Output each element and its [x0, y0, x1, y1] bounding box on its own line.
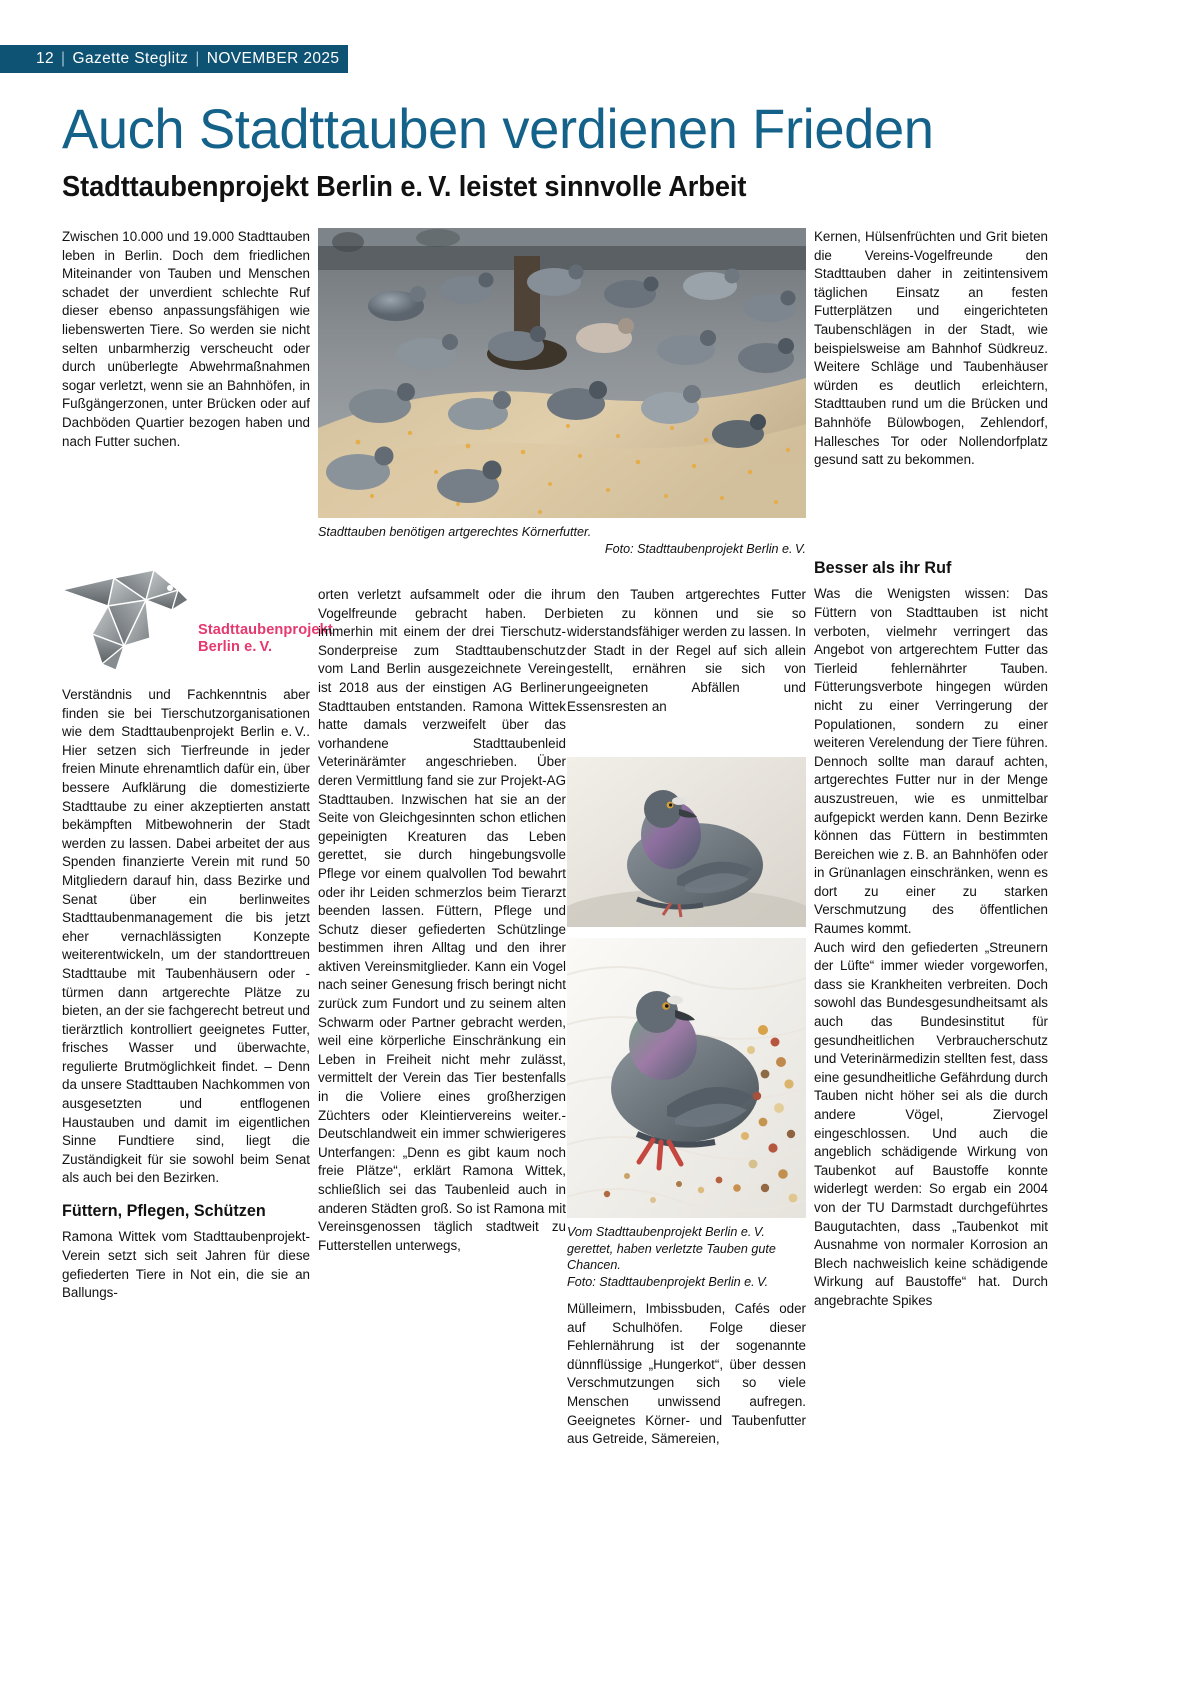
caption-text-1: Stadttauben benötigen artgerechtes Körnerfutter. — [318, 525, 592, 539]
photo-pigeons-feeding — [318, 228, 806, 518]
paragraph: Zwischen 10.000 und 19.000 Stadttauben leben in Berlin. Doch dem friedlichen Miteinander von Tauben und Menschen schadet der unverdient schlechte Ruf dieser ebenso anpassungsfähigen wie liebenswerten Tiere. So werden sie nicht selten unbarmherzig verscheucht oder durch unüberlegte Abwehrmaßnahmen sogar verletzt, wenn sie an Bahnhöfen, in Fußgängerzonen, unter Brücken oder auf Dachböden Quartier bezogen haben und nach Futter suchen. — [62, 229, 310, 449]
paragraph: Verständnis und Fachkenntnis aber finden sie bei Tierschutzorganisationen wie dem Stadttaubenprojekt Berlin e. V.. Hier setzen sich Tierfreunde in jeder freien Minute ehrenamtlich dafür ein, über bessere Aufklärung die domestizierte Stadttaube zu einer akzeptierten anstatt bekämpften Mitbewohnerin der Stadt werden zu lassen. Dabei arbeitet der aus Spenden finanzierte Verein mit rund 50 Mitgliedern darauf hin, dass Bezirke und Senat über ein berlinweites Stadttaubenmanagement die bis jetzt eher vernachlässigten Konzepte weiterentwickeln, um der standorttreuen Stadttaube mit Taubenhäusern oder -türmen dann artgerechte Plätze zu bieten, an der sie fachgerecht betreut und tierärztlich kontrolliert geeignetes Futter, frisches Wasser und überwachte, regulierte Brutmöglichkeit findet. – Denn da unsere Stadttauben Nachkommen von ausgesetzten und entflogenen Haustauben und damit im eigentlichen Sinne Fundtiere sind, liegt die Zuständigkeit für sie sowohl beim Senat als auch bei den Bezirken. — [62, 687, 310, 1186]
article-headline: Auch Stadttauben verdienen Frieden — [62, 97, 934, 160]
page-header-bar — [0, 45, 348, 73]
column-2 — [318, 586, 566, 1486]
section-subhead-fuettern: Füttern, Pflegen, Schützen — [62, 1201, 266, 1221]
column-4-bottom — [814, 558, 1048, 1488]
photo-caption-3 — [567, 1224, 806, 1290]
paragraph: Mülleimern, Imbissbuden, Cafés oder auf Schulhöfen. Folge dieser Fehlernährung ist der sogenannte dünnflüssige „Hungerkot“, über dessen Verschmutzungen sich so viele Menschen unwissend aufregen. Geeignetes Körner- und Taubenfutter aus Getreide, Sämereien, — [567, 1301, 806, 1447]
caption-text-3: Vom Stadttaubenprojekt Berlin e. V. gerettet, haben verletzte Tauben gute Chancen. — [567, 1225, 776, 1273]
paragraph: Kernen, Hülsenfrüchten und Grit bieten die Vereins-Vogelfreunde den Stadttauben daher in zeitintensivem täglichen Einsatz an festen Futterplätzen und eingerichteten Taubenschlägen in der Stadt, wie beispielsweise am Bahnhof Südkreuz. Weitere Schläge und Taubenhäuser würden es deutlich erleichtern, Stadttauben rund um die Brücken und Bahnhöfe Bülowbogen, Zehlendorf, Hallesches Tor oder Nollendorfplatz gesund satt zu bekommen. — [814, 229, 1048, 468]
logo-line-2: Berlin e. V. — [198, 639, 273, 655]
column-4-top — [814, 228, 1048, 558]
section-subhead-besser: Besser als ihr Ruf — [814, 558, 952, 577]
paragraph: Auch wird den gefiederten „Streunern der Lüfte“ immer wieder vorgeworfen, dass sie Krankheiten verbreiten. Doch sowohl das Bundesgesundheitsamt als auch das Bundesinstitut für gesundheitlichen Verbraucherschutz und Veterinärmedizin stellten fest, dass eine gesundheitliche Gefährdung durch Tauben nicht höher sei als die durch andere Vögel, Ziervogel eingeschlossen. Und auch die angeblich schädigende Wirkung von Taubenkot auf Baustoffe konnte widerlegt werden: So ergab ein 2004 von der TU Darmstadt durchgeführtes Baugutachten, dass „Taubenkot mit Ausnahme von normaler Korrosion an Blech nachweislich keine schädigende Wirkung auf Baustoffe“ hat. Durch angebrachte Spikes — [814, 939, 1048, 1308]
photo-caption-1 — [318, 524, 806, 557]
paragraph: orten verletzt aufsammelt oder die ihr Vogelfreunde gebracht haben. Der immerhin mit einem der drei Tierschutz-Sonderpreise zum Stadttaubenschutz vom Land Berlin ausgezeichnete Verein ist 2018 aus der einstigen AG Berliner Stadttauben entstanden. Ramona Wittek hatte damals verzweifelt über das vorhandene Stadttaubenleid Veterinärämter angeschrieben. Über deren Vermittlung fand sie zur Projekt-AG Stadttauben. Inzwischen hat sie an der Seite von Gleichgesinnten schon etlichen gepeinigten Kreaturen das Leben gerettet, sie durch hingebungsvolle Pflege vor einem qualvollen Tod bewahrt oder ihr Leiden schmerzlos beim Tierarzt beenden lassen. Füttern, Pflege und Schutz dieser gefiederten Schützlinge bestimmen ihren Alltag und den ihrer aktiven Vereinsmitglieder. Kann ein Vogel nach seiner Genesung frisch beringt nicht zurück zum Fundort und zu seinem alten Schwarm oder Partner gebracht werden, weil eine körperliche Einschränkung ein Leben in Freiheit nicht mehr zulässt, vermittelt der Verein das Tier bestenfalls in die Voliere eines großherzigen Züchters oder Kleintiervereins weiter.- Deutschlandweit ein immer schwierigeres Unterfangen: „Denn es gibt kaum noch freie Plätze“, erklärt Ramona Wittek, schließlich sei das Taubenleid auch in anderen Städten groß. So ist Ramona mit Vereinsgenossen täglich stadtweit zu Futterstellen unterwegs, — [318, 587, 566, 1253]
issue-date: NOVEMBER 2025 — [206, 50, 340, 67]
page-number: 12 — [36, 50, 55, 67]
column-3-bottom — [567, 1300, 806, 1490]
paragraph: um den Tauben artgerechtes Futter bieten zu können und sie so widerstandsfähiger werden zu lassen. In der Stadt in der Regel auf sich allein gestellt, ernähren sie sich von ungeeigneten Abfällen und Essensresten an — [567, 587, 806, 714]
header-separator-1: | — [61, 50, 66, 67]
photo-rescued-pigeon — [567, 938, 806, 1218]
column-1-bottom — [62, 686, 310, 1476]
stadttaubenprojekt-logo — [62, 560, 333, 675]
publication-name: Gazette Steglitz — [72, 50, 189, 67]
photo-credit-3: Foto: Stadttaubenprojekt Berlin e. V. — [567, 1274, 769, 1289]
logo-wordmark — [198, 622, 333, 656]
column-3-top — [567, 586, 806, 746]
paragraph: Was die Wenigsten wissen: Das Füttern von Stadttauben ist nicht verboten, vielmehr verringert das Angebot von artgerechtem Futter das Tierleid fehlernährter Tauben. Fütterungsverbote hingegen würden nicht zu einer Verringerung der Populationen, sondern zu einer weiteren Verelendung der Tiere führen. Dennoch sollte man darauf achten, artgerechtes Futter nur in der Menge auszustreuen, wie es unmittelbar aufgepickt werden kann. Denn Bezirke können das Füttern in bestimmten Bereichen wie z. B. an Bahnhöfen oder in Grünanlagen einschränken, wenn es dort zu einer zu starken Verschmutzung des öffentlichen Raumes kommt. — [814, 586, 1048, 937]
column-1-top — [62, 228, 310, 528]
header-text — [0, 50, 339, 68]
paragraph: Ramona Wittek vom Stadttaubenprojekt-Verein setzt sich seit Jahren für diese gefiederten Tiere in Not ein, die sie an Ballungs- — [62, 1229, 310, 1301]
header-separator-2: | — [195, 50, 200, 67]
logo-line-1: Stadttaubenprojekt — [198, 622, 333, 638]
article-subheadline: Stadttaubenprojekt Berlin e. V. leistet sinnvolle Arbeit — [62, 171, 747, 203]
origami-pigeon-icon — [62, 560, 192, 672]
photo-single-pigeon — [567, 757, 806, 927]
photo-credit-1: Foto: Stadttaubenprojekt Berlin e. V. — [604, 541, 806, 556]
